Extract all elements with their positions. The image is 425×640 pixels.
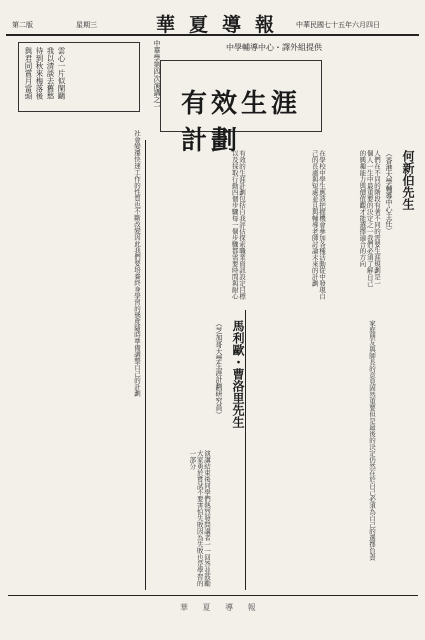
poem-line: 與君同賞月當頭: [24, 47, 33, 100]
footer-divider: [8, 595, 418, 596]
speaker-note: （香港大學輔導中心主任）: [385, 150, 393, 234]
poem-box: [18, 42, 140, 112]
masthead: [6, 8, 419, 36]
article-column: 演講結束後同學們熱烈發問講者一一回答並鼓勵大家勇於嘗試不要害怕失敗因為失敗也是學習的一部分: [188, 450, 211, 587]
feature-title: 有效生涯計劃: [181, 89, 302, 156]
article-column: 家庭朋友與師長的意見固然重要但是最後的決定仍然在於自己必須為自己的選擇負責: [368, 320, 376, 561]
issue-date: 中華民國七十五年六月四日: [296, 21, 380, 29]
topic-line: 中學輔導中心・譯外組提供: [226, 43, 322, 52]
poem-line: 雲心一片似閑鷗: [57, 47, 66, 100]
page-number: 第二版: [12, 21, 33, 29]
newspaper-title: 華夏導報: [156, 14, 289, 36]
poem-line: 待到秋來梅落後: [35, 47, 44, 100]
speaker-name: 何新伯先生: [401, 150, 415, 210]
column-divider: [245, 310, 246, 590]
feature-title-box: [160, 60, 322, 156]
series-note: 中華學第四次演講之一: [153, 40, 161, 110]
poem-text: [19, 43, 71, 111]
article-column: 在學校中學生應該把握機會參加各種活動從中發現自己的長處與短處並且與輔導老師討論未來的計劃: [310, 150, 326, 300]
footer-text: 華 夏 導 報: [180, 603, 262, 612]
article-column: 社會變遷快速工作的性質也不斷改變因此我們要培養終身學習的態度隨時準備調整自己的計劃: [133, 130, 141, 397]
poem-line: 我以清談去舊愁: [46, 47, 55, 100]
column-divider: [145, 140, 146, 590]
sub-speaker-note: （芝加哥大學生涯計劃研究員）: [215, 320, 223, 418]
article-column: 人們在不同的階段有著不同的需要生涯規劃是一個人一生中最重要的決定之一我們必須了解自己的興趣能力與價值觀才能選擇適合的方向: [358, 150, 381, 287]
sub-speaker-name: 馬利歐・曹洛里先生: [231, 320, 245, 428]
article-column: 有效的生涯計劃包括自我評估探索職業資訊設定目標以及採取行動四個步驟每一個步驟都需要時間與耐心: [230, 150, 246, 300]
weekday: 星期三: [76, 21, 97, 29]
